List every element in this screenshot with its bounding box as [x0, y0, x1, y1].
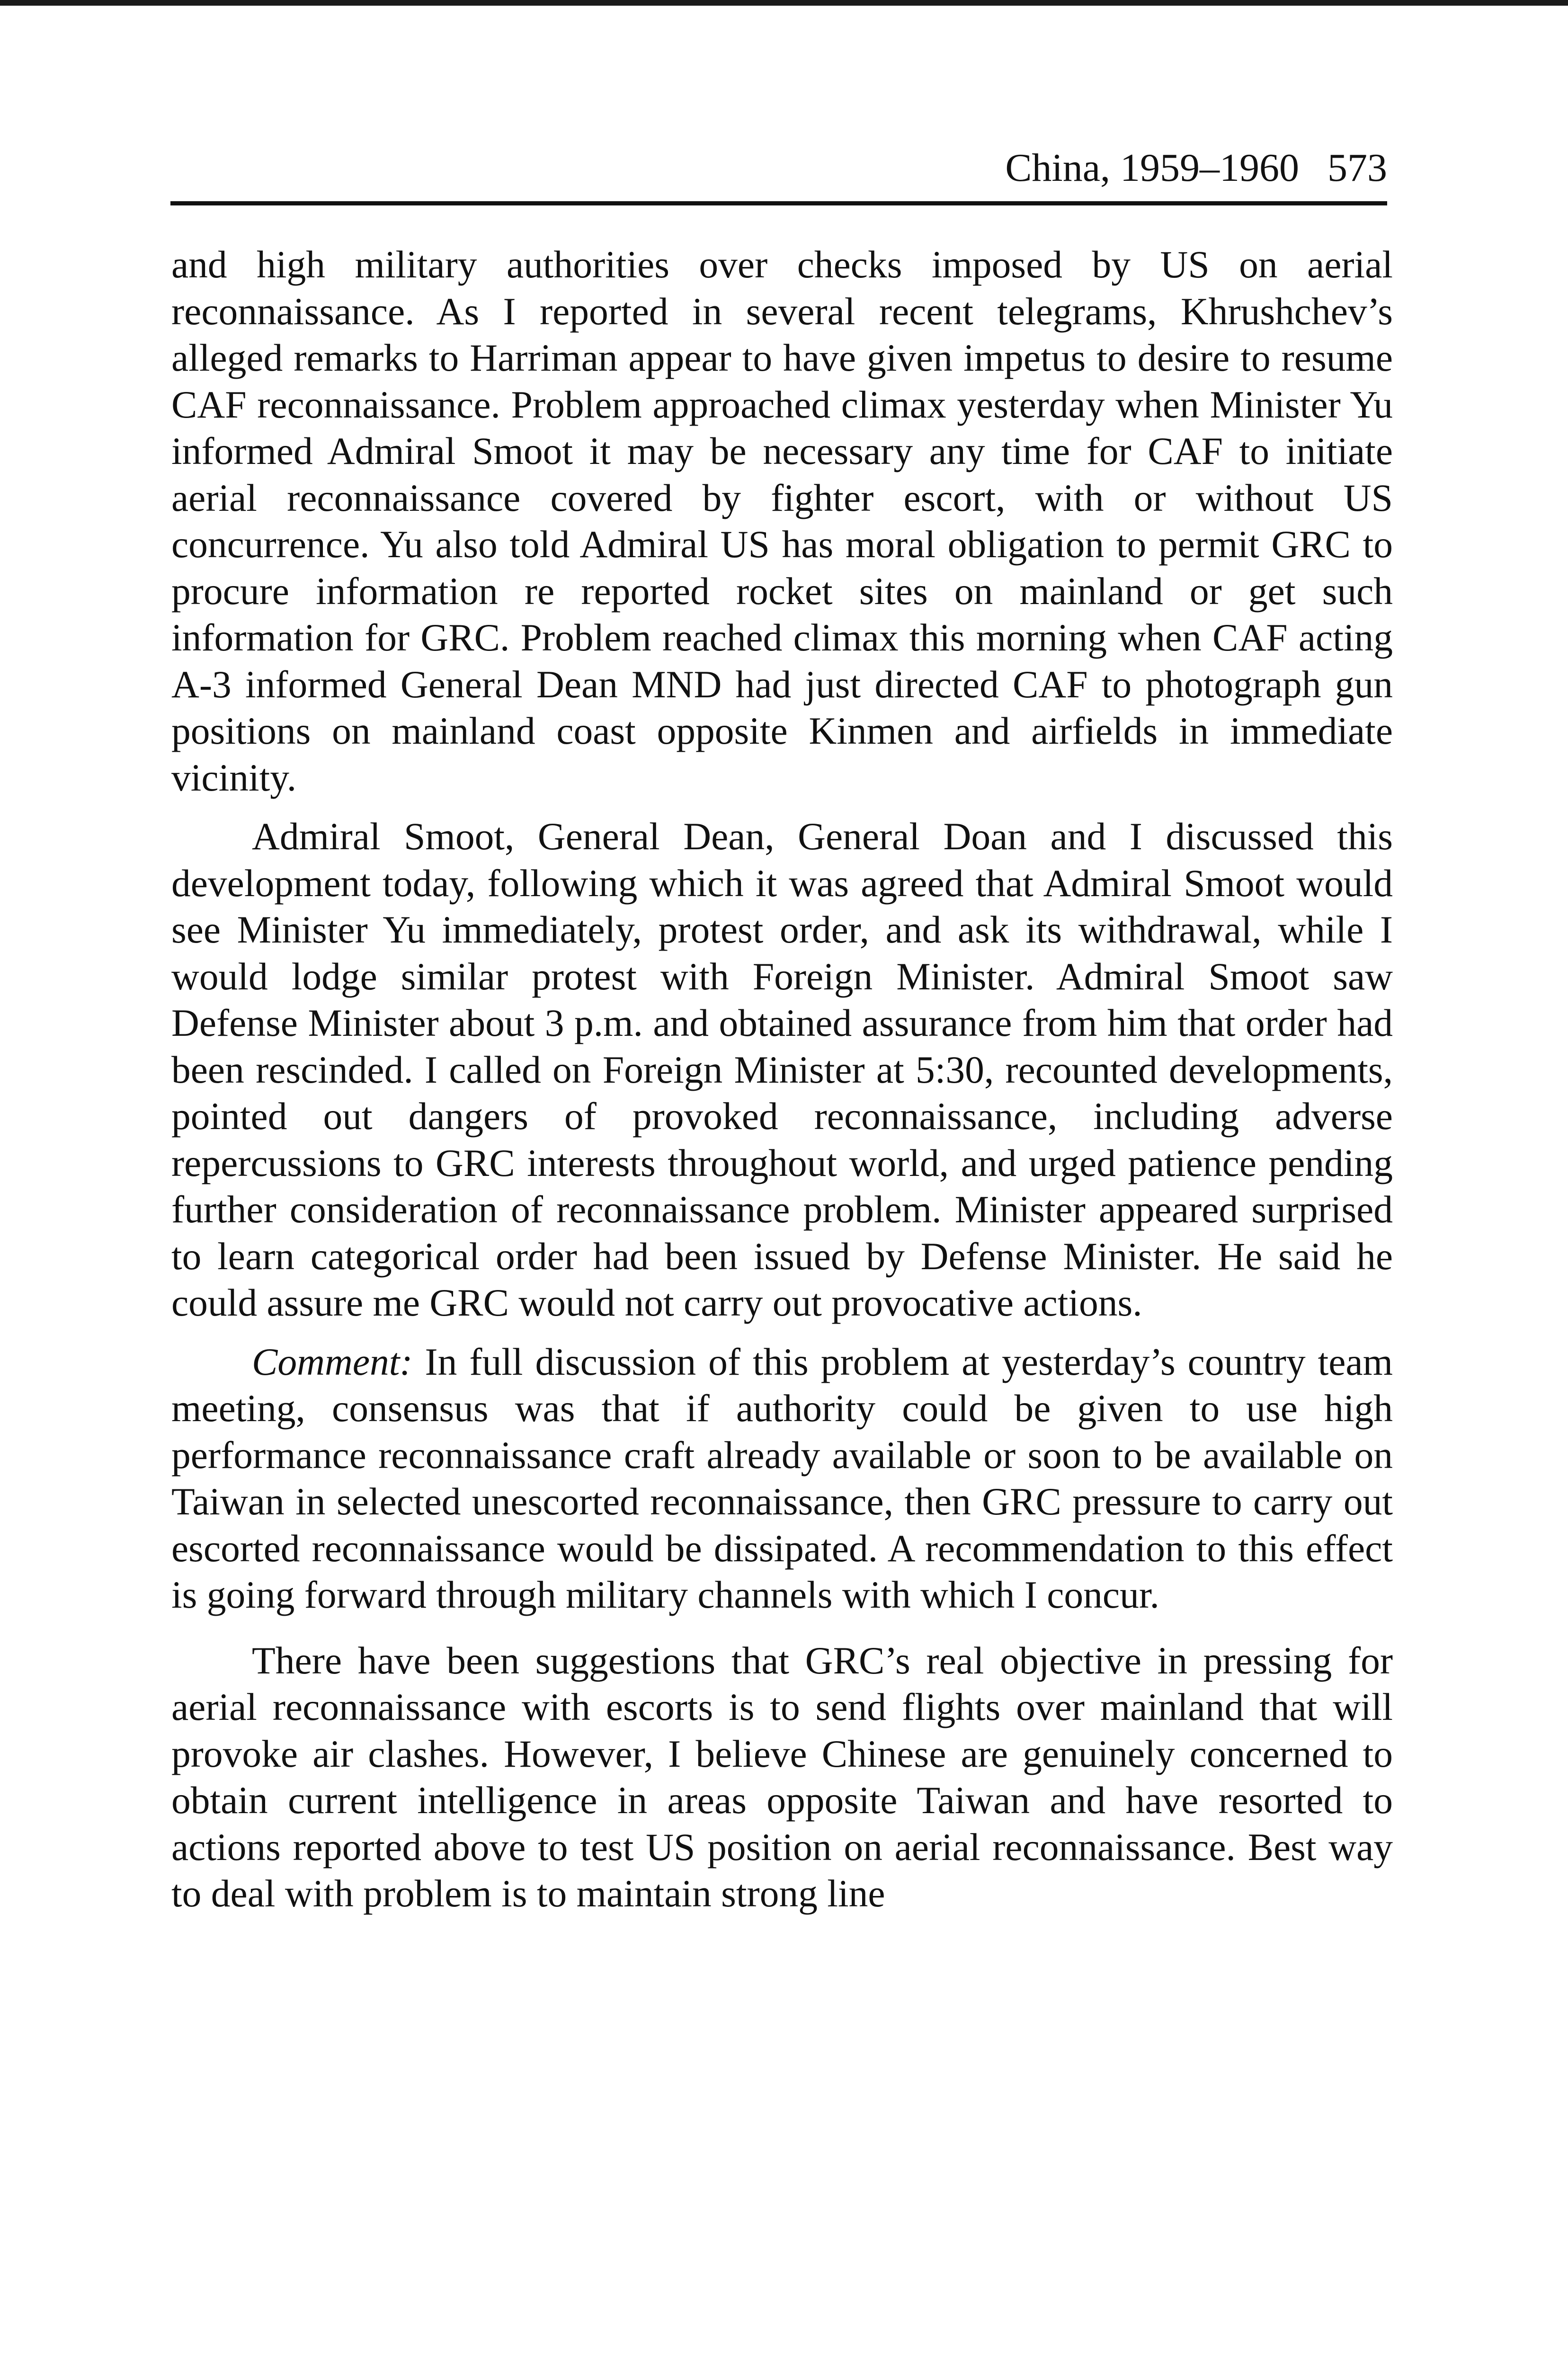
- paragraph-smoot-protest: Admiral Smoot, General Dean, General Doan and I discussed this development today, following which it was agreed that Admiral Smoot would see Minister Yu immediately, protest order, and ask its withdrawal, while I would lodge similar protest with Foreign Minister. Admiral Smoot saw Defense Minister about 3 p.m. and obtained assurance from him that order had been rescinded. I called on Foreign Minister at 5:30, recounted developments, pointed out dangers of provoked reconnaissance, including adverse repercussions to GRC interests throughout world, and urged patience pending further consideration of reconnaissance problem. Minister appeared surprised to learn categorical order had been issued by Defense Minister. He said he could assure me GRC would not carry out provocative actions.: [171, 815, 1393, 1324]
- body-text: [171, 241, 1393, 1917]
- paragraph-comment: [171, 1339, 1393, 1619]
- running-head: [1005, 142, 1387, 194]
- page-header: [170, 142, 1387, 199]
- header-rule: [170, 201, 1387, 205]
- paragraph-grc-objective: There have been suggestions that GRC’s real objective in pressing for aerial reconnaissance with escorts is to send flights over mainland that will provoke air clashes. However, I believe Chinese are genuinely concerned to obtain current intelligence in areas opposite Taiwan and have resorted to actions reported above to test US position on aerial reconnaissance. Best way to deal with problem is to maintain strong line: [171, 1638, 1393, 1915]
- comment-label: Comment:: [252, 1340, 413, 1383]
- page-number: 573: [1327, 146, 1387, 190]
- paragraph-continued: and high military authorities over checks imposed by US on aerial reconnaissance. As I reported in several recent telegrams, Khrushchev’s alleged remarks to Harriman appear to have given impetus to desire to resume CAF reconnaissance. Problem approached climax yesterday when Minister Yu informed Admiral Smoot it may be necessary any time for CAF to initiate aerial reconnaissance covered by fighter escort, with or without US concurrence. Yu also told Admiral US has moral obligation to permit GRC to procure information re reported rocket sites on mainland or get such information for GRC. Problem reached climax this morning when CAF acting A-3 informed General Dean MND had just directed CAF to photograph gun positions on mainland coast opposite Kinmen and airfields in immediate vicinity.: [171, 243, 1393, 799]
- scan-edge: [0, 0, 1568, 6]
- comment-text: In full discussion of this problem at yesterday’s country team meeting, consensus was that if authority could be given to use high performance reconnaissance craft already available or soon to be available on Taiwan in selected unescorted reconnaissance, then GRC pressure to carry out escorted reconnaissance would be dissipated. A recommendation to this effect is going forward through military channels with which I concur.: [171, 1340, 1393, 1616]
- running-title: China, 1959–1960: [1005, 146, 1299, 190]
